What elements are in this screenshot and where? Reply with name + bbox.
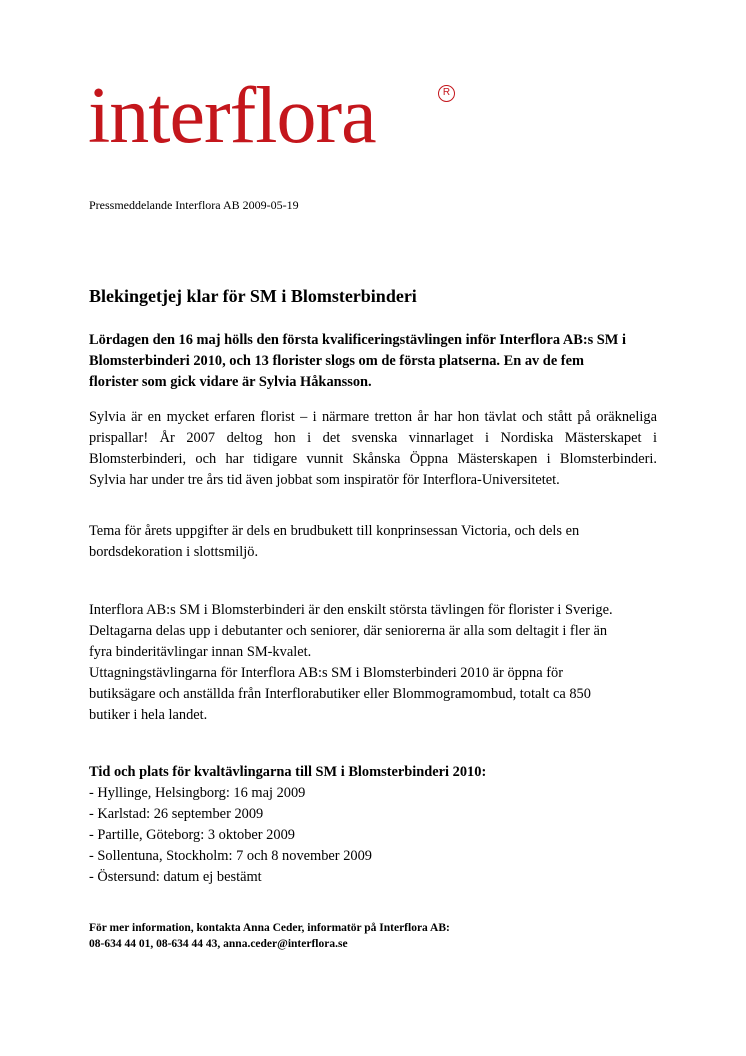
- schedule-item: - Karlstad: 26 september 2009: [89, 806, 264, 822]
- page-title: Blekingetjej klar för SM i Blomsterbinderi: [89, 286, 417, 306]
- paragraph-line: fyra binderitävlingar innan SM-kvalet.: [89, 644, 312, 660]
- paragraph-line: Sylvia är en mycket erfaren florist – i närmare tretton år har hon tävlat och stått på oräkneliga: [89, 409, 657, 425]
- press-release-dateline: Pressmeddelande Interflora AB 2009-05-19: [89, 198, 299, 212]
- contact-line: För mer information, kontakta Anna Ceder, informatör på Interflora AB:: [89, 922, 450, 934]
- paragraph-line: Interflora AB:s SM i Blomsterbinderi är den enskilt största tävlingen för florister i Sverige.: [89, 602, 613, 618]
- paragraph-line: Tema för årets uppgifter är dels en brudbukett till konprinsessan Victoria, och dels en: [89, 523, 580, 539]
- lead-line: Lördagen den 16 maj hölls den första kvalificeringstävlingen inför Interflora AB:s SM i: [89, 332, 626, 348]
- registered-trademark-icon: R: [438, 85, 455, 102]
- paragraph-line: Blomsterbinderi, och har tidigare vunnit Skånska Öppna Mästerskapen i Blomsterbinderi.: [89, 451, 657, 467]
- paragraph-line: Sylvia har under tre års tid även jobbat som inspiratör för Interflora-Universitetet.: [89, 472, 560, 488]
- paragraph-line: butiker i hela landet.: [89, 707, 208, 723]
- interflora-logo: [88, 68, 468, 168]
- schedule-list: [89, 783, 372, 888]
- paragraph-theme: [89, 521, 657, 563]
- logo-wordmark: interflora: [88, 72, 376, 160]
- paragraph-line: Deltagarna delas upp i debutanter och seniorer, där seniorerna är alla som deltagit i fler än: [89, 623, 608, 639]
- contact-line: 08-634 44 01, 08-634 44 43, anna.ceder@interflora.se: [89, 938, 348, 950]
- lead-line: florister som gick vidare är Sylvia Håkansson.: [89, 374, 372, 390]
- schedule-item: - Östersund: datum ej bestämt: [89, 869, 262, 885]
- paragraph-line: Uttagningstävlingarna för Interflora AB:s SM i Blomsterbinderi 2010 är öppna för: [89, 665, 563, 681]
- lead-paragraph: [89, 330, 657, 393]
- paragraph-sylvia-background: [89, 407, 657, 491]
- contact-info: [89, 920, 450, 952]
- schedule-item: - Partille, Göteborg: 3 oktober 2009: [89, 827, 295, 843]
- schedule-item: - Hyllinge, Helsingborg: 16 maj 2009: [89, 785, 306, 801]
- lead-line: Blomsterbinderi 2010, och 13 florister slogs om de första platserna. En av de fem: [89, 353, 584, 369]
- schedule-item: - Sollentuna, Stockholm: 7 och 8 november 2009: [89, 848, 372, 864]
- paragraph-line: butiksägare och anställda från Interflorabutiker eller Blommogramombud, totalt ca 850: [89, 686, 591, 702]
- paragraph-line: prispallar! År 2007 deltog hon i det svenska vinnarlaget i Nordiska Mästerskapet i: [89, 430, 657, 446]
- schedule-heading: Tid och plats för kvaltävlingarna till SM i Blomsterbinderi 2010:: [89, 764, 487, 780]
- paragraph-competition-info: [89, 600, 657, 726]
- paragraph-line: bordsdekoration i slottsmiljö.: [89, 544, 259, 560]
